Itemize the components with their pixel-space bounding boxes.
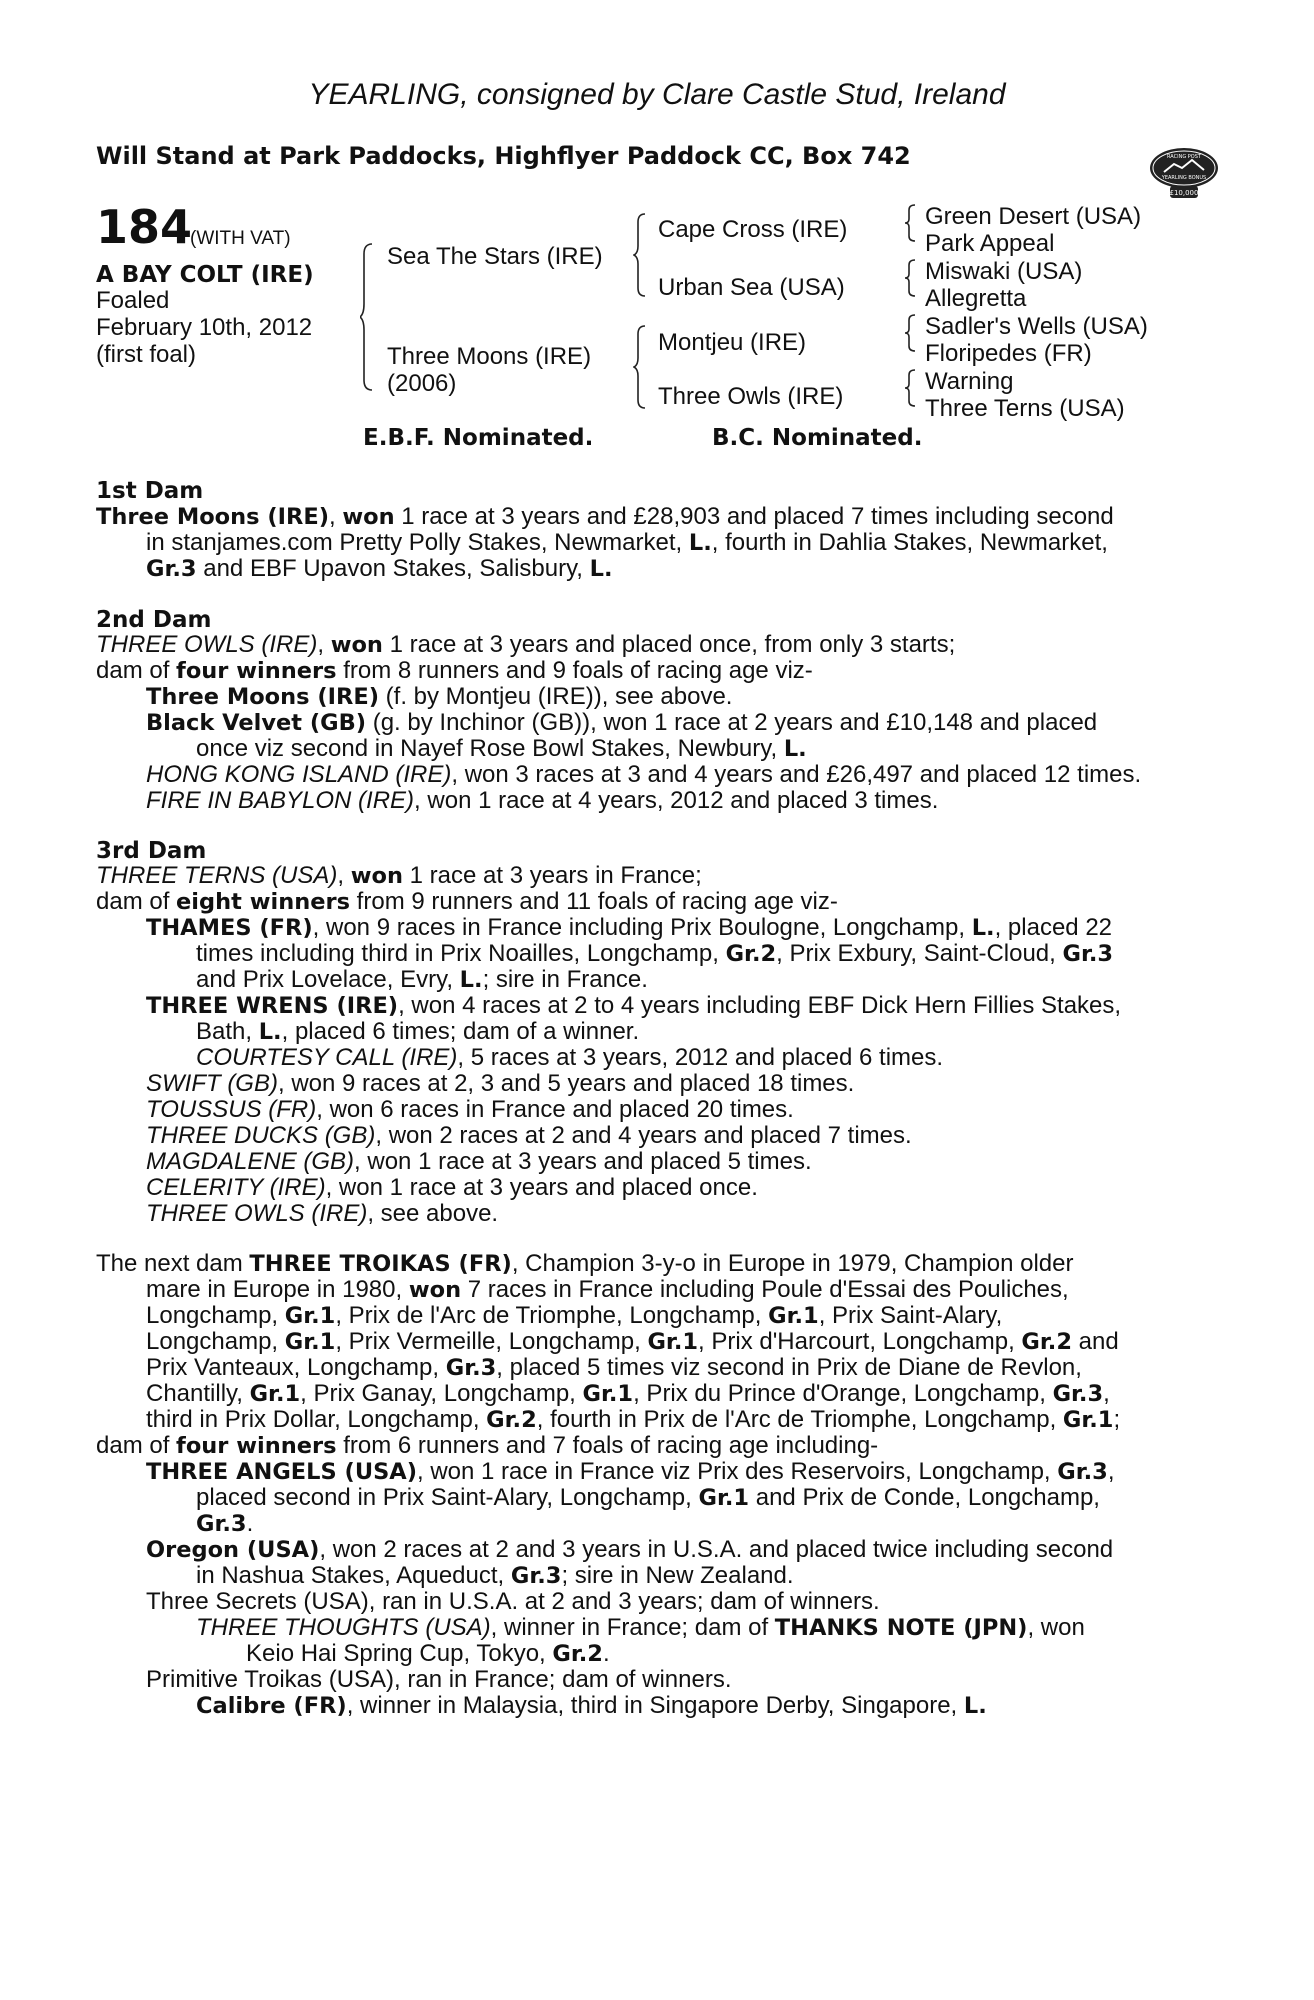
pedigree-brace-5	[903, 258, 917, 298]
ebf-nomination: E.B.F. Nominated.	[363, 425, 594, 451]
pedigree-brace-4	[903, 203, 917, 243]
pedigree-ggp-4: Allegretta	[925, 285, 1027, 312]
third-dam-line-14: THREE OWLS (IRE), see above.	[146, 1200, 499, 1227]
next-dam-line-16: Keio Hai Spring Cup, Tokyo, Gr.2.	[246, 1640, 610, 1667]
bc-nomination: B.C. Nominated.	[712, 425, 923, 451]
second-dam-line-4: Black Velvet (GB) (g. by Inchinor (GB)), won 1 race at 2 years and £10,148 and placed	[146, 709, 1098, 736]
pedigree-ggp-3: Miswaki (USA)	[925, 258, 1083, 285]
third-dam-line-10: TOUSSUS (FR), won 6 races in France and placed 20 times.	[146, 1096, 794, 1123]
next-dam-line-14: Three Secrets (USA), ran in U.S.A. at 2 and 3 years; dam of winners.	[146, 1588, 880, 1615]
pedigree-ggp-5: Sadler's Wells (USA)	[925, 313, 1148, 340]
third-dam-line-11: THREE DUCKS (GB), won 2 races at 2 and 4 years and placed 7 times.	[146, 1122, 912, 1149]
second-dam-line-6: HONG KONG ISLAND (IRE), won 3 races at 3 and 4 years and £26,497 and placed 12 times.	[146, 761, 1142, 788]
pedigree-brace-1	[360, 242, 374, 392]
foal-note: (first foal)	[96, 341, 197, 368]
third-dam-line-2: dam of eight winners from 9 runners and 11 foals of racing age viz-	[96, 888, 838, 915]
next-dam-line-7: third in Prix Dollar, Longchamp, Gr.2, fourth in Prix de l'Arc de Triomphe, Longchamp, Gr.1;	[146, 1406, 1121, 1433]
pedigree-dam: Three Moons (IRE)	[387, 343, 592, 370]
third-dam-line-1: THREE TERNS (USA), won 1 race at 3 years in France;	[96, 862, 702, 889]
lot-number: 184	[96, 200, 193, 254]
third-dam-line-8: COURTESY CALL (IRE), 5 races at 3 years, 2012 and placed 6 times.	[196, 1044, 944, 1071]
third-dam-line-5: and Prix Lovelace, Evry, L.; sire in France.	[196, 966, 648, 993]
first-dam-heading: 1st Dam	[96, 478, 204, 504]
pedigree-brace-2	[633, 212, 647, 298]
first-dam-line-3: Gr.3 and EBF Upavon Stakes, Salisbury, L.	[146, 555, 613, 582]
yearling-bonus-badge-icon	[1148, 146, 1220, 200]
next-dam-line-12: Oregon (USA), won 2 races at 2 and 3 years in U.S.A. and placed twice including second	[146, 1536, 1114, 1563]
lot-description: A BAY COLT (IRE)	[96, 262, 314, 288]
pedigree-dam-dam: Three Owls (IRE)	[658, 383, 844, 410]
next-dam-line-11: Gr.3.	[196, 1510, 254, 1537]
next-dam-line-6: Chantilly, Gr.1, Prix Ganay, Longchamp, Gr.1, Prix du Prince d'Orange, Longchamp, Gr.3,	[146, 1380, 1110, 1407]
next-dam-line-4: Longchamp, Gr.1, Prix Vermeille, Longchamp, Gr.1, Prix d'Harcourt, Longchamp, Gr.2 and	[146, 1328, 1119, 1355]
pedigree-dam-year: (2006)	[387, 370, 457, 397]
second-dam-line-3: Three Moons (IRE) (f. by Montjeu (IRE)), see above.	[146, 683, 733, 710]
third-dam-line-3: THAMES (FR), won 9 races in France including Prix Boulogne, Longchamp, L., placed 22	[146, 914, 1113, 941]
next-dam-line-5: Prix Vanteaux, Longchamp, Gr.3, placed 5 times viz second in Prix de Diane de Revlon,	[146, 1354, 1082, 1381]
next-dam-line-10: placed second in Prix Saint-Alary, Longchamp, Gr.1 and Prix de Conde, Longchamp,	[196, 1484, 1100, 1511]
next-dam-line-3: Longchamp, Gr.1, Prix de l'Arc de Triomphe, Longchamp, Gr.1, Prix Saint-Alary,	[146, 1302, 1003, 1329]
badge-line-3: £10,000	[1169, 189, 1199, 197]
second-dam-line-1: THREE OWLS (IRE), won 1 race at 3 years and placed once, from only 3 starts;	[96, 631, 956, 658]
page-title: YEARLING, consigned by Clare Castle Stud, Ireland	[308, 78, 1006, 111]
third-dam-line-7: Bath, L., placed 6 times; dam of a winner.	[196, 1018, 640, 1045]
next-dam-line-8: dam of four winners from 6 runners and 7 foals of racing age including-	[96, 1432, 879, 1459]
third-dam-line-6: THREE WRENS (IRE), won 4 races at 2 to 4 years including EBF Dick Hern Fillies Stakes,	[146, 992, 1122, 1019]
next-dam-line-1: The next dam THREE TROIKAS (FR), Champion 3-y-o in Europe in 1979, Champion older	[96, 1250, 1074, 1277]
next-dam-line-15: THREE THOUGHTS (USA), winner in France; dam of THANKS NOTE (JPN), won	[196, 1614, 1085, 1641]
first-dam-line-2: in stanjames.com Pretty Polly Stakes, Newmarket, L., fourth in Dahlia Stakes, Newmarket,	[146, 529, 1108, 556]
pedigree-sire: Sea The Stars (IRE)	[387, 243, 603, 270]
second-dam-line-2: dam of four winners from 8 runners and 9 foals of racing age viz-	[96, 657, 813, 684]
next-dam-line-18: Calibre (FR), winner in Malaysia, third in Singapore Derby, Singapore, L.	[196, 1692, 987, 1719]
third-dam-heading: 3rd Dam	[96, 838, 207, 864]
first-dam-line-1: Three Moons (IRE), won 1 race at 3 years and £28,903 and placed 7 times including second	[96, 503, 1114, 530]
pedigree-sire-dam: Urban Sea (USA)	[658, 274, 845, 301]
third-dam-line-9: SWIFT (GB), won 9 races at 2, 3 and 5 years and placed 18 times.	[146, 1070, 855, 1097]
second-dam-heading: 2nd Dam	[96, 607, 212, 633]
pedigree-ggp-8: Three Terns (USA)	[925, 395, 1125, 422]
third-dam-line-12: MAGDALENE (GB), won 1 race at 3 years and placed 5 times.	[146, 1148, 812, 1175]
foaled-date: February 10th, 2012	[96, 314, 313, 341]
pedigree-ggp-1: Green Desert (USA)	[925, 203, 1142, 230]
next-dam-line-2: mare in Europe in 1980, won 7 races in France including Poule d'Essai des Pouliches,	[146, 1276, 1069, 1303]
lot-vat: (WITH VAT)	[190, 228, 291, 249]
pedigree-brace-3	[633, 324, 647, 410]
third-dam-line-13: CELERITY (IRE), won 1 race at 3 years and placed once.	[146, 1174, 758, 1201]
pedigree-ggp-7: Warning	[925, 368, 1014, 395]
pedigree-brace-6	[903, 313, 917, 353]
pedigree-brace-7	[903, 368, 917, 408]
next-dam-line-9: THREE ANGELS (USA), won 1 race in France viz Prix des Reservoirs, Longchamp, Gr.3,	[146, 1458, 1115, 1485]
second-dam-line-7: FIRE IN BABYLON (IRE), won 1 race at 4 years, 2012 and placed 3 times.	[146, 787, 939, 814]
stand-location: Will Stand at Park Paddocks, Highflyer Paddock CC, Box 742	[96, 142, 911, 170]
foaled-label: Foaled	[96, 287, 170, 314]
next-dam-line-13: in Nashua Stakes, Aqueduct, Gr.3; sire in New Zealand.	[196, 1562, 794, 1589]
badge-line-2: YEARLING BONUS	[1161, 175, 1207, 181]
badge-line-1: RACING POST	[1167, 154, 1201, 160]
pedigree-dam-sire: Montjeu (IRE)	[658, 329, 807, 356]
next-dam-line-17: Primitive Troikas (USA), ran in France; dam of winners.	[146, 1666, 732, 1693]
third-dam-line-4: times including third in Prix Noailles, Longchamp, Gr.2, Prix Exbury, Saint-Cloud, Gr.3	[196, 940, 1114, 967]
pedigree-sire-sire: Cape Cross (IRE)	[658, 216, 848, 243]
pedigree-ggp-6: Floripedes (FR)	[925, 340, 1092, 367]
second-dam-line-5: once viz second in Nayef Rose Bowl Stakes, Newbury, L.	[196, 735, 807, 762]
pedigree-ggp-2: Park Appeal	[925, 230, 1055, 257]
